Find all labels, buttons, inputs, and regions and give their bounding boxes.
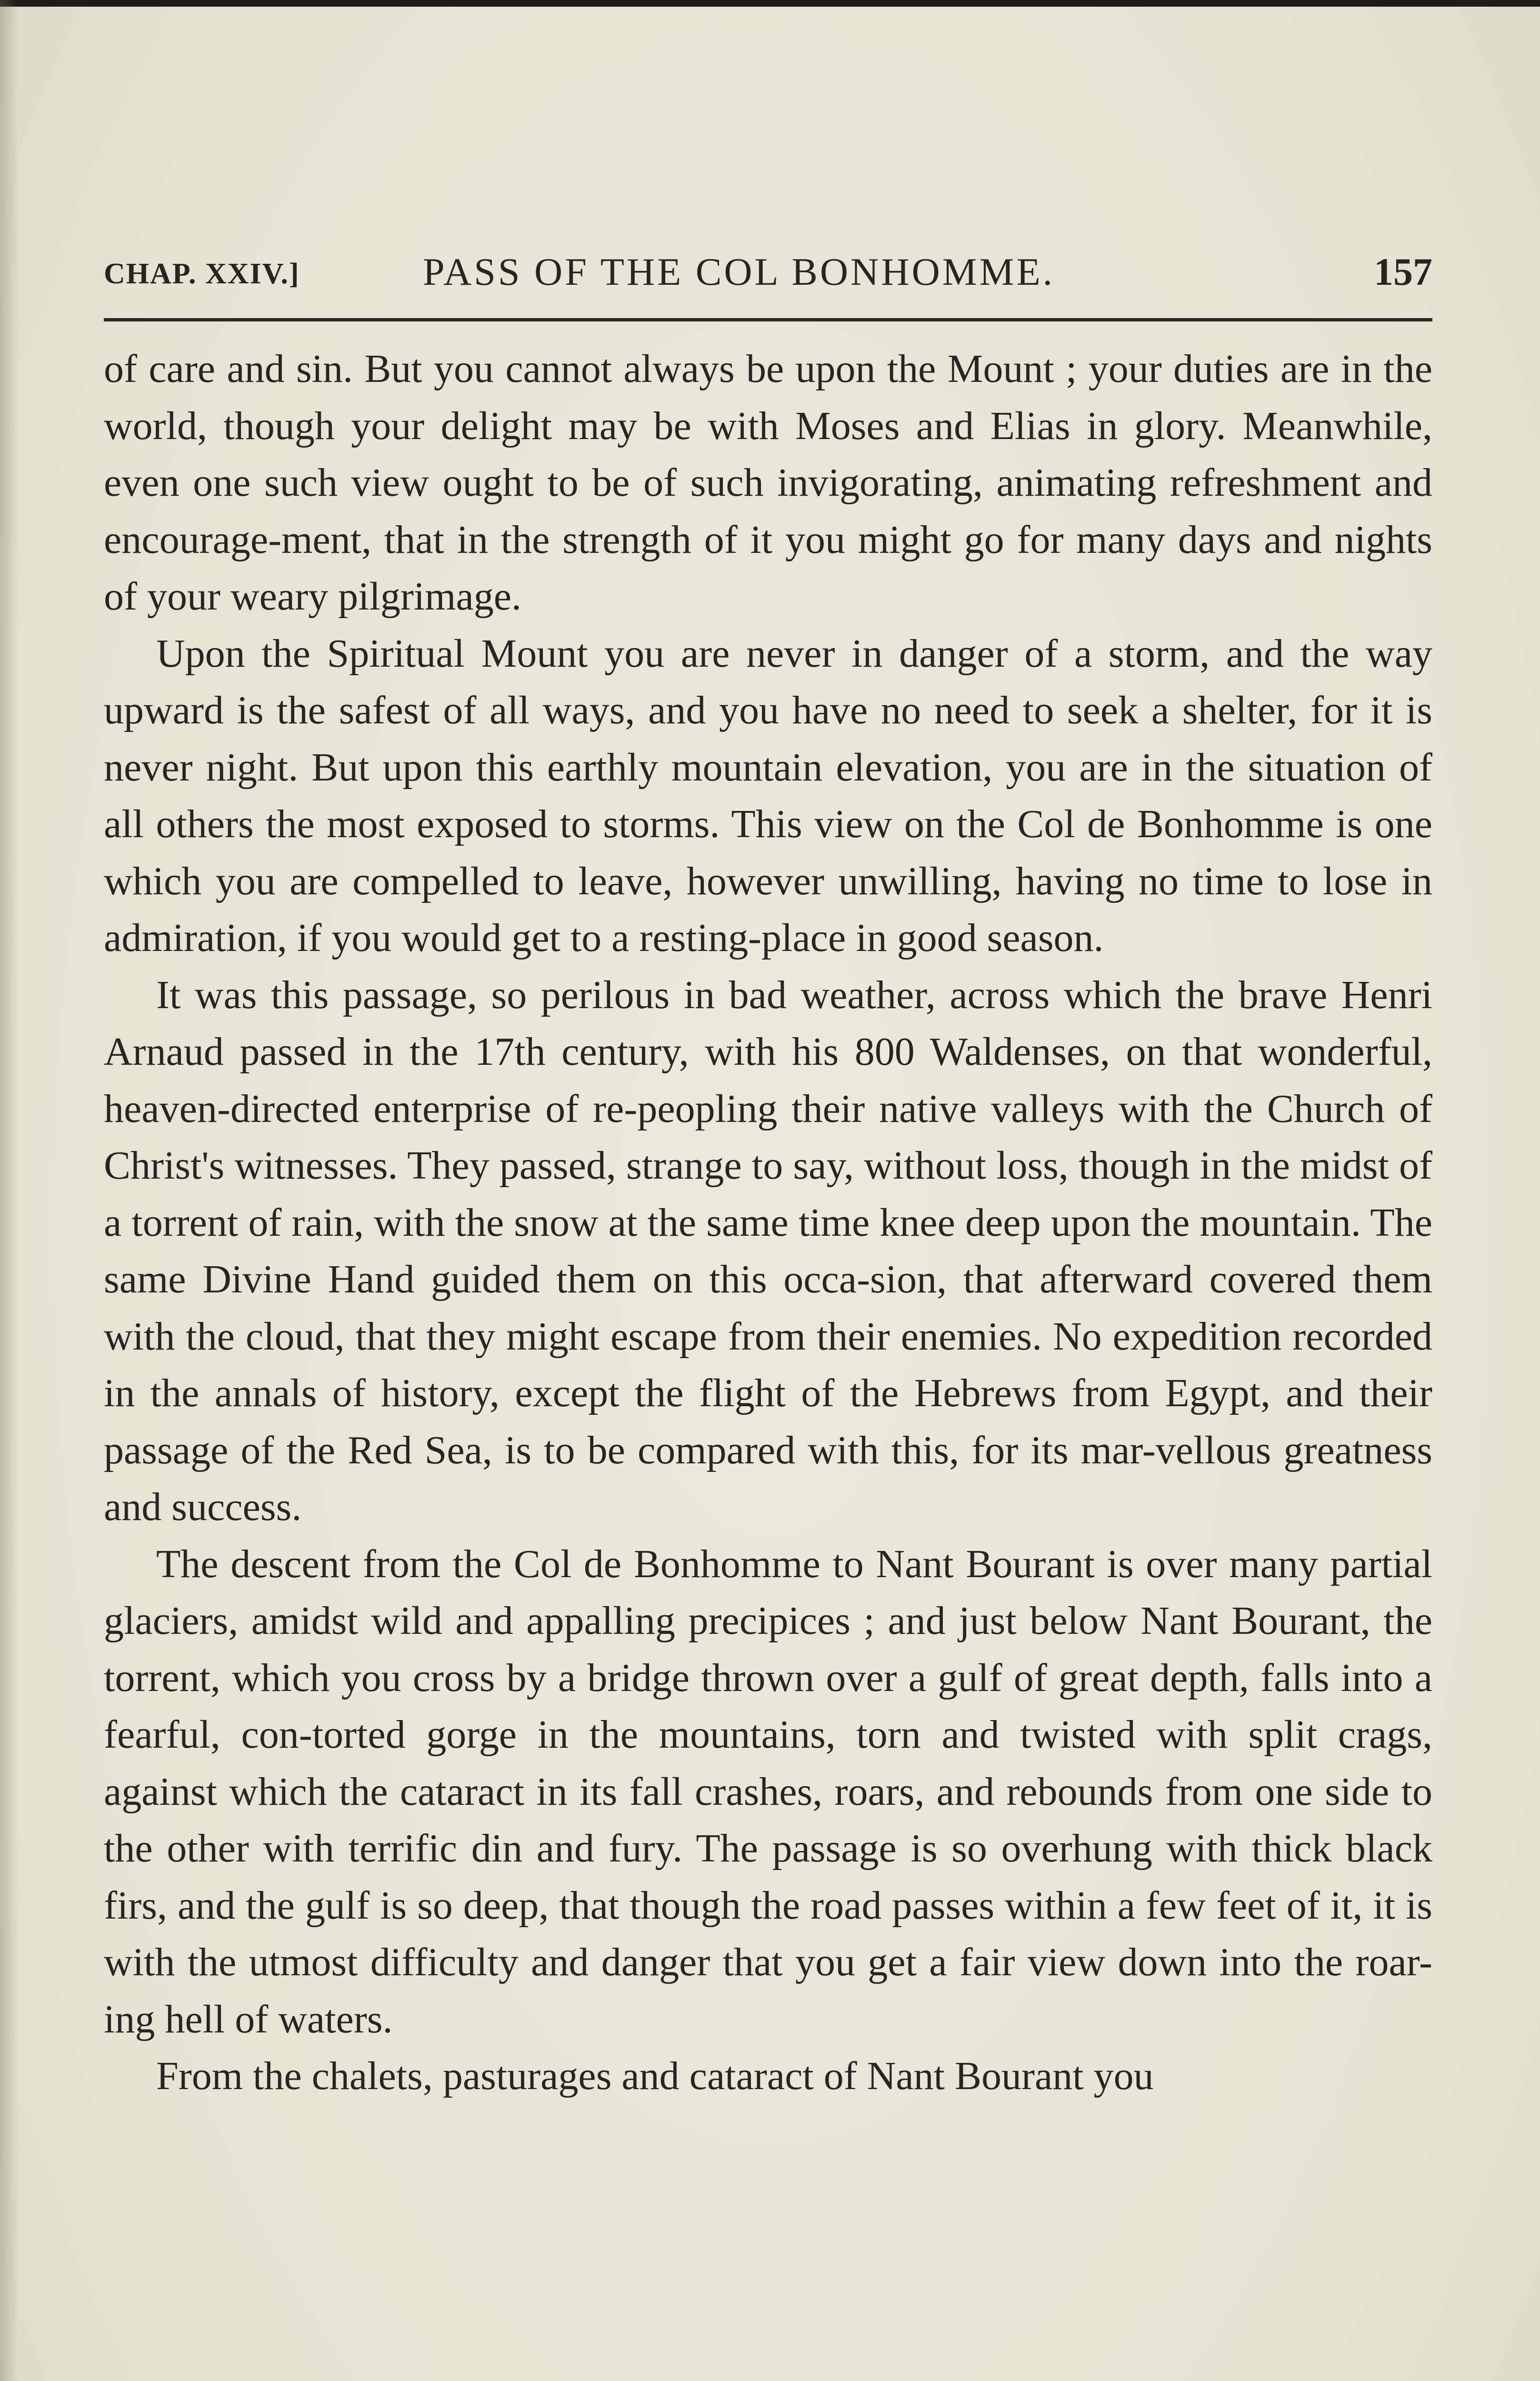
scan-top-edge xyxy=(0,0,1540,7)
running-title: PASS OF THE COL BONHOMME. xyxy=(423,250,1055,293)
chapter-label: CHAP. XXIV.] xyxy=(104,258,300,290)
paragraph: The descent from the Col de Bonhomme to Nant Bourant is over many partial glaciers, amidst wild and appalling precipices ; and just below Nant Bourant, the torrent, which you cross by a bridge thrown over a gulf of great depth, falls into a fearful, con-torted gorge in the mountains, torn and twisted with split crags, against which the cataract in its fall crashes, roars, and rebounds from one side to the other with terrific din and fury. The passage is so overhung with thick black firs, and the gulf is so deep, that though the road passes within a few feet of it, it is with the utmost difficulty and danger that you get a fair view down into the roar-ing hell of waters. xyxy=(104,1541,1432,2041)
paragraph: It was this passage, so perilous in bad weather, across which the brave Henri Arnaud passed in the 17th century, with his 800 Waldenses, on that wonderful, heaven-directed enterprise of re-peopling their native valleys with the Church of Christ's witnesses. They passed, strange to say, without loss, though in the midst of a torrent of rain, with the snow at the same time knee deep upon the mountain. The same Divine Hand guided them on this occa-sion, that afterward covered them with the cloud, that they might escape from their enemies. No expedition recorded in the annals of history, except the flight of the Hebrews from Egypt, and their passage of the Red Sea, is to be compared with this, for its mar-vellous greatness and success. xyxy=(104,972,1432,1529)
body-text xyxy=(104,340,1432,2105)
paragraph: of care and sin. But you cannot always be upon the Mount ; your duties are in the world, though your delight may be with Moses and Elias in glory. Meanwhile, even one such view ought to be of such invigorating, animating refreshment and encourage-ment, that in the strength of it you might go for many days and nights of your weary pilgrimage. xyxy=(104,347,1432,619)
running-header xyxy=(104,248,1432,305)
paragraph: From the chalets, pasturages and cataract of Nant Bourant you xyxy=(156,2054,1154,2098)
page-number: 157 xyxy=(1374,250,1432,293)
header-rule xyxy=(104,318,1432,321)
paragraph: Upon the Spiritual Mount you are never in danger of a storm, and the way upward is the safest of all ways, and you have no need to seek a shelter, for it is never night. But upon this earthly mountain elevation, you are in the situation of all others the most exposed to storms. This view on the Col de Bonhomme is one which you are compelled to leave, however unwilling, having no time to lose in admiration, if you would get to a resting-place in good season. xyxy=(104,631,1432,960)
spine-shadow xyxy=(0,0,19,2381)
